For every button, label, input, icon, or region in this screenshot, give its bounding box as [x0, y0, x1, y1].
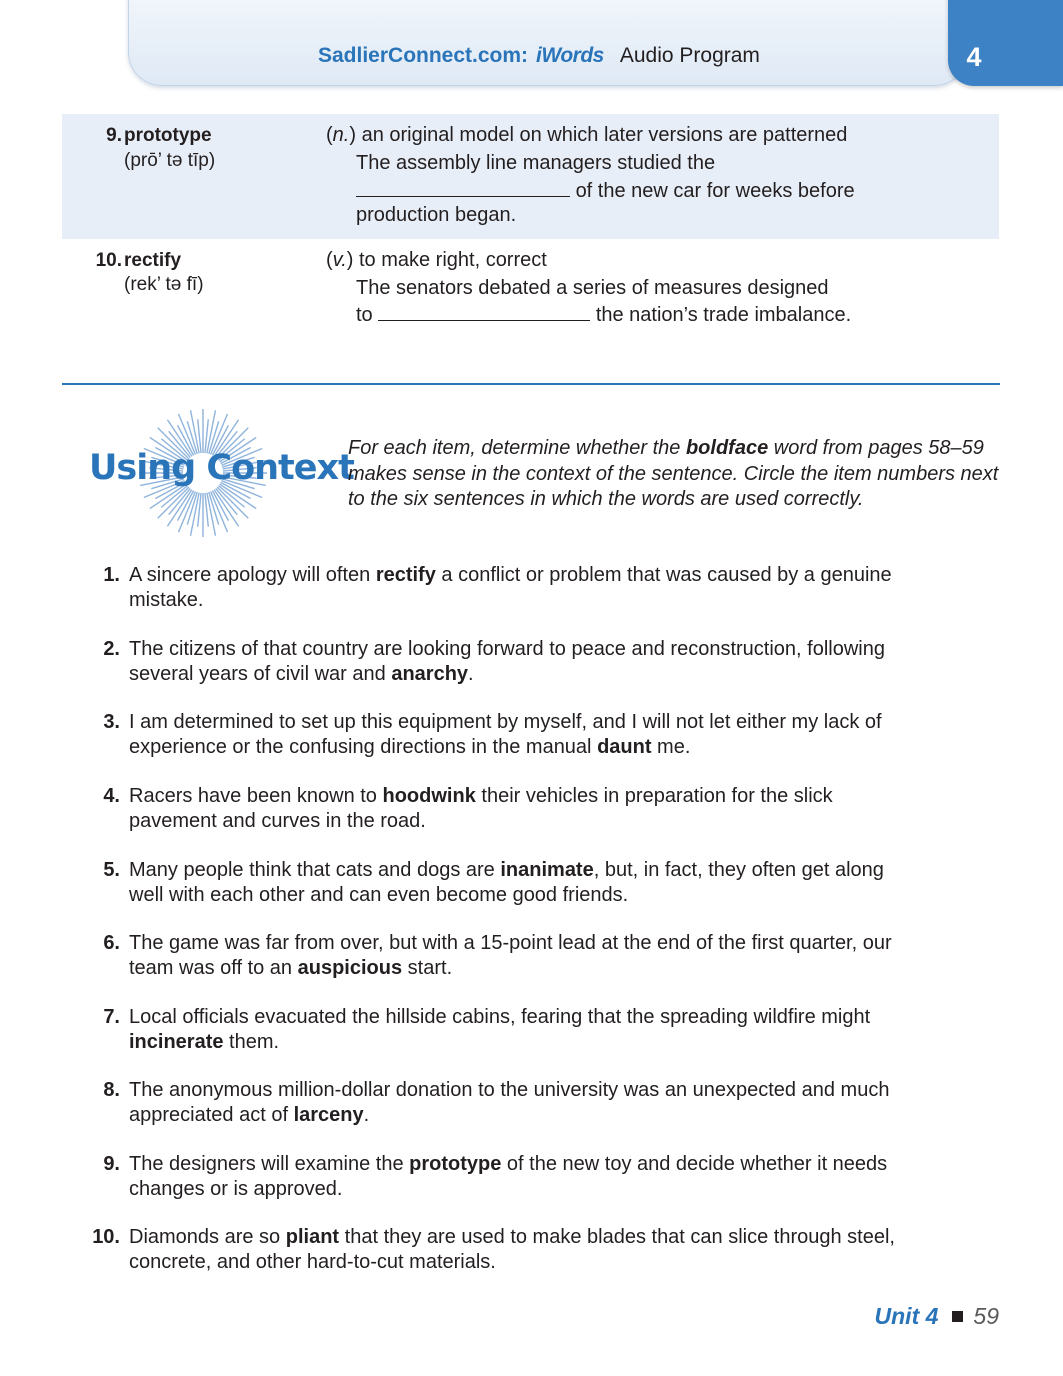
- item-number[interactable]: 7.: [103, 1006, 120, 1028]
- definition-text: (v.) to make right, correct: [326, 249, 547, 271]
- instructions-bold: boldface: [685, 437, 769, 459]
- square-bullet-icon: [952, 1311, 963, 1322]
- page-number: 59: [973, 1303, 999, 1329]
- item-text: Many people think that cats and dogs are inanimate, but, in fact, they often get along well with each other and can even become good friends.: [129, 859, 884, 906]
- item-text: The game was far from over, but with a 15-point lead at the end of the first quarter, our team was off to an auspicious start.: [129, 932, 892, 979]
- section-title: Using Context: [89, 448, 354, 488]
- item-text: The designers will examine the prototype of the new toy and decide whether it needs changes or is approved.: [129, 1153, 888, 1200]
- instructions-text: For each item, determine whether the: [348, 437, 686, 459]
- item-number[interactable]: 8.: [103, 1079, 120, 1101]
- item-number[interactable]: 2.: [103, 638, 120, 660]
- definition-row-prototype: [62, 114, 999, 239]
- pronunciation: (prō’ tə tīp): [124, 150, 216, 171]
- item-text: The citizens of that country are looking forward to peace and reconstruction, following several years of civil war and anarchy.: [129, 638, 885, 685]
- item-number[interactable]: 5.: [103, 859, 120, 881]
- site-link[interactable]: SadlierConnect.com:: [318, 44, 529, 67]
- item-number[interactable]: 6.: [103, 932, 120, 954]
- header-banner: [128, 0, 968, 86]
- item-number[interactable]: 3.: [103, 711, 120, 733]
- example-line-1: The assembly line managers studied the: [356, 152, 716, 174]
- example-text: to: [356, 304, 373, 326]
- item-text: Racers have been known to hoodwink their vehicles in preparation for the slick pavement and curves in the road.: [129, 785, 833, 832]
- item-text: Diamonds are so pliant that they are used to make blades that can slice through steel, concrete, and other hard-to-cut materials.: [129, 1226, 895, 1273]
- item-text: The anonymous million-dollar donation to the university was an unexpected and much appreciated act of larceny.: [129, 1079, 890, 1126]
- definition-word: prototype: [124, 125, 212, 146]
- part-of-speech: n.: [332, 124, 350, 146]
- audio-program-label: Audio Program: [619, 44, 760, 67]
- item-text: Local officials evacuated the hillside cabins, fearing that the spreading wildfire might incinerate them.: [129, 1006, 871, 1053]
- item-number[interactable]: 9.: [103, 1153, 120, 1175]
- item-number[interactable]: 4.: [103, 785, 120, 807]
- example-line-2: [356, 180, 855, 203]
- item-text: I am determined to set up this equipment by myself, and I will not let either my lack of experience or the confusing directions in the manual daunt me.: [129, 711, 882, 758]
- item-number[interactable]: 10.: [92, 1226, 120, 1248]
- definition-meaning: an original model on which later versions are patterned: [361, 124, 848, 146]
- example-line-2: [356, 304, 851, 327]
- example-line-3: production began.: [356, 204, 517, 226]
- answer-blank[interactable]: [356, 196, 570, 197]
- definition-number: 10.: [95, 250, 122, 271]
- item-number[interactable]: 1.: [103, 564, 120, 586]
- footer-unit: Unit 4: [874, 1303, 939, 1329]
- definition-meaning: to make right, correct: [358, 249, 547, 271]
- definition-word: rectify: [124, 250, 182, 271]
- answer-blank[interactable]: [378, 320, 590, 321]
- item-text: A sincere apology will often rectify a conflict or problem that was caused by a genuine mistake.: [129, 564, 892, 611]
- example-line-1: The senators debated a series of measures designed: [356, 277, 829, 299]
- definition-row-rectify: [62, 238, 999, 338]
- iwords-logo: iWords: [536, 44, 604, 67]
- pronunciation: (rek’ tə fī): [124, 274, 204, 295]
- example-text: the nation’s trade imbalance.: [595, 304, 852, 326]
- page-footer: [875, 1303, 999, 1330]
- header-line: [318, 44, 760, 68]
- definition-text: (n.) an original model on which later versions are patterned: [326, 124, 848, 146]
- part-of-speech: v.: [332, 249, 347, 271]
- example-text: of the new car for weeks before: [575, 180, 855, 202]
- instructions-text: word from pages 58–59 makes sense in the context of the sentence. Circle the item numbers next to the six sentences in which the words are used correctly.: [348, 437, 999, 510]
- instructions: [348, 436, 1008, 513]
- definition-number: 9.: [106, 125, 122, 146]
- unit-tab-number: 4: [966, 42, 982, 72]
- section-divider: [62, 383, 1000, 385]
